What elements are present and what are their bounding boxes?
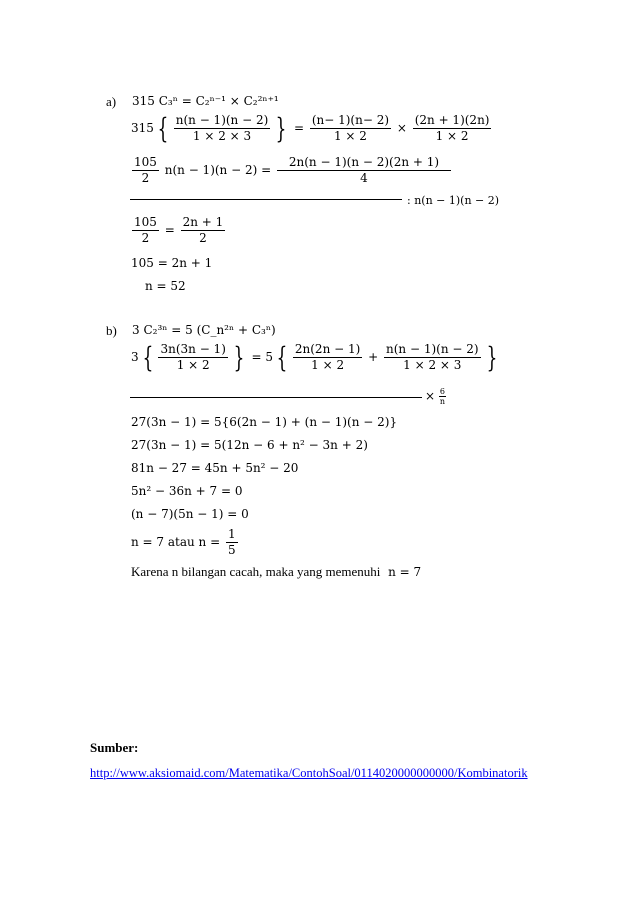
part-b-multiply-note: × $\frac{6}{n}$ [425, 387, 445, 406]
fraction: $\frac{2n + 1}{2}$ [182, 215, 224, 245]
fraction: $\frac{6}{n}$ [439, 387, 445, 406]
fraction: $\frac{105}{2}$ [134, 155, 157, 185]
part-b-step-3: 27(3n − 1) = 5{6(2n − 1) + (n − 1)(n − 2)} [131, 415, 398, 429]
part-a-divide-note: : n(n − 1)(n − 2) [407, 194, 500, 207]
fraction: $\frac{2n(2n - 1)}{1 \times 2}$ [294, 342, 361, 372]
fraction: $\frac{3n(3n - 1)}{1 \times 2}$ [160, 342, 226, 372]
part-a-step-5: 105 = 2n + 1 [131, 256, 213, 270]
part-b-step-8: n = 7 atau n = $\frac{1}{5}$ [131, 527, 236, 557]
fraction: $\frac{n(n - 1)(n - 2)}{1 \times 2 \times 3}$ [386, 342, 479, 372]
fraction: $\frac{1}{5}$ [227, 527, 236, 557]
part-a-step-4: $\frac{105}{2}$ = $\frac{2n + 1}{2}$ [134, 215, 224, 245]
source-title: Sumber: [90, 740, 139, 755]
fraction: $\frac{(2n + 1)(2n)}{1 \times 2}$ [414, 113, 490, 143]
multiplication-line [130, 397, 422, 398]
part-a-step-6: n = 52 [145, 279, 186, 293]
fraction: $\frac{n(n - 1)(n - 2)}{1 \times 2 \times 3}$ [175, 113, 269, 143]
fraction: $\frac{105}{2}$ [134, 215, 157, 245]
part-b-step-2: 3 { $\frac{3n(3n - 1)}{1 \times 2}$ } = 5 { $\frac{2n(2n - 1)}{1 \times 2}$ + $\frac{n(n - 1)(n - 2)}{1 \times 2 \times 3}$ } [131, 340, 497, 374]
part-b-label: b) [106, 323, 117, 338]
division-line [130, 199, 402, 200]
part-a-label: a) [106, 94, 117, 109]
source-link[interactable]: http://www.aksiomaid.com/Matematika/ContohSoal/0114020000000000/Kombinatorik [90, 766, 528, 780]
part-a-step-3: $\frac{105}{2}$ n(n − 1)(n − 2) = $\frac{2n(n - 1)(n - 2)(2n + 1)}{4}$ [130, 156, 453, 185]
part-b-step-1: 3 C₂³ⁿ = 5 (C_n²ⁿ + C₃ⁿ) [132, 323, 276, 337]
fraction: $\frac{(n- 1)(n- 2)}{1 \times 2}$ [311, 113, 390, 143]
fraction: $\frac{2n(n - 1)(n - 2)(2n + 1)}{4}$ [277, 156, 451, 185]
part-b-conclusion: Karena n bilangan cacah, maka yang memenuhi n = 7 [131, 564, 422, 579]
part-a-step-1: 315 C₃ⁿ = C₂ⁿ⁻¹ × C₂²ⁿ⁺¹ [132, 94, 279, 108]
part-b-step-7: (n − 7)(5n − 1) = 0 [131, 507, 249, 521]
part-b-step-6: 5n² − 36n + 7 = 0 [131, 484, 243, 498]
part-b-step-4: 27(3n − 1) = 5(12n − 6 + n² − 3n + 2) [131, 438, 368, 452]
part-a-step-2: 315 { $\frac{n(n - 1)(n - 2)}{1 \times 2 \times 3}$ } = $\frac{(n- 1)(n- 2)}{1 \times 2}$ × $\frac{(2n + 1)(2n)}{1 \times 2}$ [131, 111, 490, 145]
part-b-step-5: 81n − 27 = 45n + 5n² − 20 [131, 461, 299, 475]
